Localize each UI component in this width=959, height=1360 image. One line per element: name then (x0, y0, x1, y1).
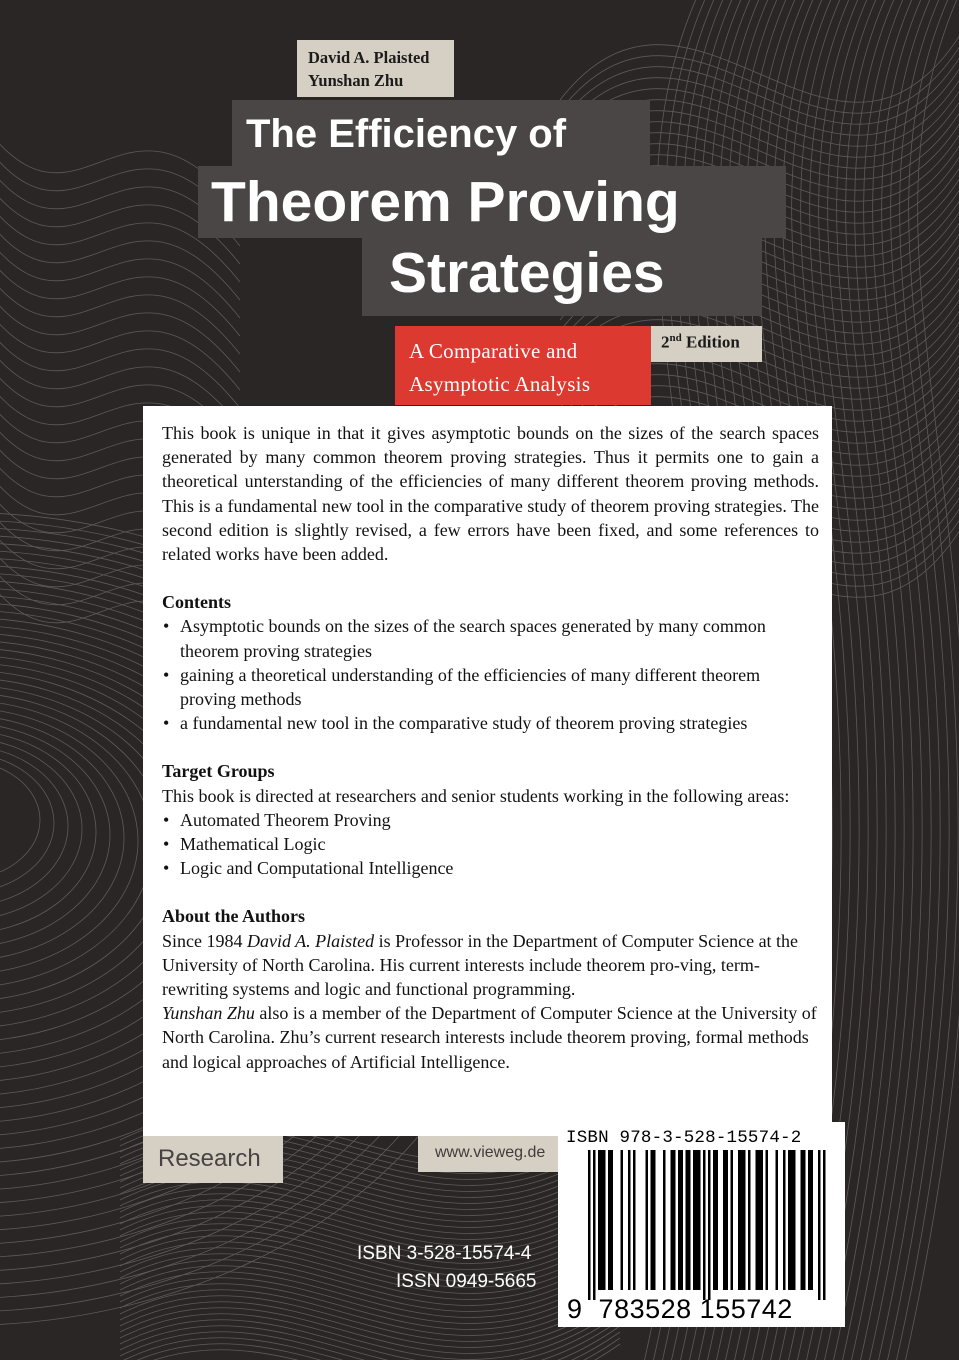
bullet-icon: • (163, 834, 170, 855)
list-item (162, 856, 819, 880)
barcode-bar (783, 1150, 786, 1290)
barcode-bar (758, 1150, 761, 1290)
barcode-bar (688, 1150, 691, 1290)
bio-text: also is a member of the Department of Computer Science at the University of North Carolina. Zhu’s current research interests include theorem proving, formal methods and logical approaches of Artificial Intelligence. (162, 1003, 817, 1072)
barcode-bar (588, 1150, 591, 1300)
barcode-bar (723, 1150, 726, 1290)
bio-text: is Professor in the Department of Computer Science at the University of North Carolina. His current interests include theorem pro-ving, term-rewriting systems and logic and functional programming. (162, 930, 799, 1000)
barcode-bar (803, 1150, 806, 1290)
barcode-bar (756, 1150, 759, 1290)
barcode-bar (603, 1150, 606, 1290)
barcode-lead-digit: 9 (567, 1294, 583, 1324)
isbn-old: ISBN 3-528-15574-4 (357, 1243, 532, 1264)
title-line: The Efficiency of (232, 100, 650, 169)
bio-author-name: David A. Plaisted (247, 930, 375, 951)
barcode-group-2: 155742 (699, 1294, 793, 1324)
issn: ISSN 0949-5665 (396, 1271, 537, 1292)
list-item (162, 832, 819, 856)
title-line: Theorem Proving (198, 166, 786, 238)
barcode-bar (598, 1150, 601, 1290)
edition-badge (651, 326, 762, 362)
list-item-text: a fundamental new tool in the comparative study of theorem proving strategies (180, 713, 748, 734)
barcode-bar (633, 1150, 636, 1290)
list-item (162, 711, 819, 735)
barcode-group-1: 783528 (598, 1294, 692, 1324)
barcode-bar (713, 1150, 716, 1290)
list-item (162, 614, 819, 662)
barcode-bar (681, 1150, 684, 1290)
title-line: Strategies (362, 236, 762, 316)
barcode-bar (703, 1150, 706, 1300)
subtitle-line: A Comparative and (409, 339, 578, 363)
list-item-text: gaining a theoretical understanding of the efficiencies of many different theorem proving methods (180, 664, 761, 710)
bullet-icon: • (163, 713, 170, 734)
list-item-text: Asymptotic bounds on the sizes of the search spaces generated by many common theorem proving strategies (180, 616, 766, 661)
author-name: David A. Plaisted (308, 48, 430, 67)
about-authors-heading: About the Authors (162, 906, 306, 927)
bullet-icon: • (163, 809, 170, 830)
barcode-bar (788, 1150, 791, 1290)
barcode-bar (653, 1150, 656, 1290)
author-bio-zhu (162, 1001, 819, 1074)
barcode-bar (761, 1150, 764, 1290)
barcode-bar (593, 1150, 596, 1300)
edition-label: Edition (686, 332, 740, 352)
author-name: Yunshan Zhu (308, 71, 404, 90)
description-panel (143, 406, 832, 1136)
authors-box (297, 40, 454, 97)
series-label: Research (143, 1136, 283, 1183)
intro-paragraph: This book is unique in that it gives asymptotic bounds on the sizes of the search spaces generated by many common theorem proving strategies. Thus it permits one to gain a theoretical unterstanding of the efficiencies of many different theorem proving methods. This is a fundamental new tool in the comparative study of theorem proving strategies. The second edition is slightly revised, a few errors have been fixed, and some references to related works have been added. (162, 423, 819, 565)
edition-number: 2 (661, 332, 670, 352)
barcode-bar (716, 1150, 719, 1290)
bullet-icon: • (163, 616, 170, 637)
barcode-bar (678, 1150, 681, 1290)
barcode-bar (743, 1150, 746, 1290)
barcode-bar (686, 1150, 689, 1290)
barcode-bar (791, 1150, 794, 1290)
list-item (162, 808, 819, 832)
barcode-bar (793, 1150, 796, 1290)
author-bio-plaisted (162, 929, 819, 1002)
barcode-bar (731, 1150, 734, 1290)
subtitle-line: Asymptotic Analysis (409, 372, 591, 396)
barcode-bar (651, 1150, 654, 1290)
bio-author-name: Yunshan Zhu (162, 1003, 255, 1024)
barcode-bar (693, 1150, 696, 1290)
barcode-bar (646, 1150, 649, 1290)
list-item (162, 663, 819, 711)
list-item-text: Mathematical Logic (180, 834, 326, 855)
barcode-bar (738, 1150, 741, 1290)
bio-text: Since 1984 (162, 930, 247, 951)
barcode-bar (818, 1150, 821, 1300)
barcode-bar (673, 1150, 676, 1290)
barcode-bar (621, 1150, 624, 1290)
barcode-bar (811, 1150, 814, 1290)
barcode-bar (748, 1150, 751, 1290)
barcode-bar (726, 1150, 729, 1290)
list-item-text: Automated Theorem Proving (180, 809, 391, 830)
barcode-bar (766, 1150, 769, 1290)
barcode-bar (808, 1150, 811, 1290)
target-groups-intro: This book is directed at researchers and senior students working in the following areas: (162, 785, 790, 806)
list-item-text: Logic and Computational Intelligence (180, 858, 454, 879)
bullet-icon: • (163, 664, 170, 685)
contents-list (162, 614, 819, 735)
barcode-bar (823, 1150, 826, 1300)
barcode-bar (776, 1150, 779, 1290)
barcode-label (558, 1122, 845, 1327)
barcode-bar (611, 1150, 614, 1290)
edition-suffix: nd (669, 332, 682, 344)
barcode-bar (698, 1150, 701, 1290)
bullet-icon: • (163, 858, 170, 879)
subtitle-box (395, 326, 651, 405)
barcode-isbn-text: ISBN 978-3-528-15574-2 (566, 1128, 802, 1148)
barcode-bar (741, 1150, 744, 1290)
contents-heading: Contents (162, 592, 232, 613)
barcode-bar (671, 1150, 674, 1290)
barcode-bar (628, 1150, 631, 1290)
barcode-bar (708, 1150, 711, 1300)
barcode-bar (608, 1150, 611, 1290)
barcode-bar (696, 1150, 699, 1290)
barcode-bar (801, 1150, 804, 1290)
publisher-url: www.vieweg.de (418, 1136, 558, 1172)
target-groups-list (162, 808, 819, 881)
barcode-bar (663, 1150, 666, 1290)
barcode-digits (567, 1294, 793, 1325)
target-groups-heading: Target Groups (162, 761, 275, 782)
barcode-bar (601, 1150, 604, 1290)
